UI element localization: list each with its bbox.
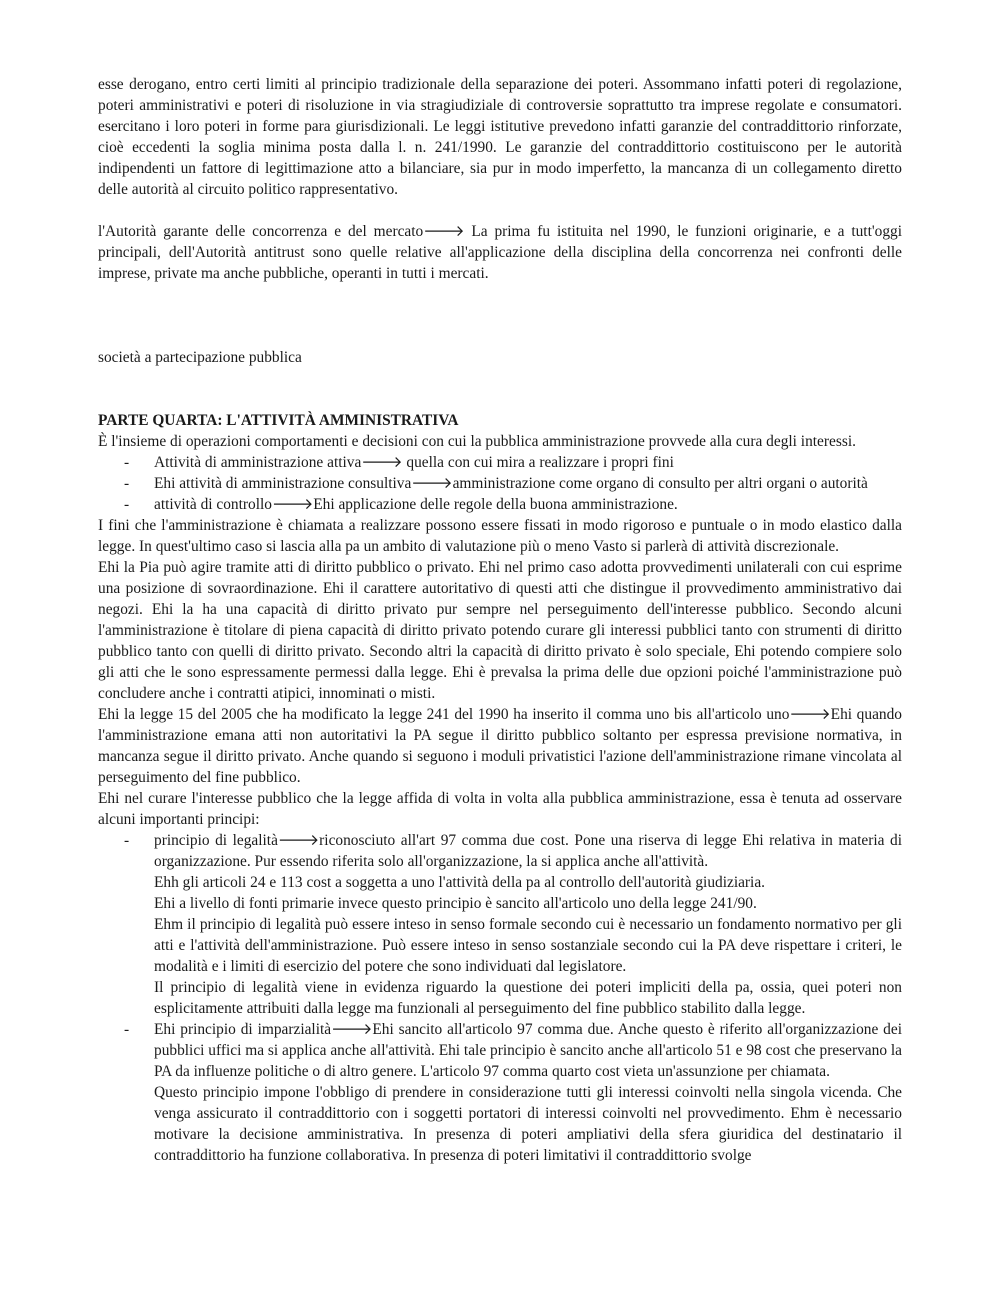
principi-list (98, 830, 902, 1166)
paragraph-autorita-garante: l'Autorità garante delle concorrenza e del mercato🡒 La prima fu istituita nel 1990, le funzioni originarie, e a tutt'oggi principali, dell'Autorità antitrust sono quelle relative all'applicazione della disciplina della concorrenza nei confronti delle imprese, private ma anche pubbliche, operanti in tutti i mercati. (98, 223, 902, 282)
list-item-imparzialita: - Ehi principio di imparzialità🡒Ehi sancito all'articolo 97 comma due. Anche questo è riferito all'organizzazione dei pubblici uffici ma si applica anche all'attività. Ehi tale principio è sancito anche all'articolo 51 e 98 cost che preservano la PA da influenze politiche o di altro genere. L'articolo 97 comma quarto cost vieta un'assunzione per chiamata. Questo principio impone l'obbligo di prendere in considerazione tutti gli interessi coinvolti nella singola vicenda. Che venga assicurato il contraddittorio con i soggetti portatori di interessi coinvolti nel provvedimento. Ehm è necessario motivare la decisione amministrativa. In presenza di poteri ampliativi della sfera giuridica del destinatario il contraddittorio ha funzione collaborativa. In presenza di poteri limitativi il contraddittorio svolge (98, 1019, 902, 1166)
paragraph-societa-partecipazione: società a partecipazione pubblica (98, 349, 302, 366)
paragraph-diritto-privato: Ehi la Pia può agire tramite atti di diritto pubblico o privato. Ehi nel primo caso adotta provvedimenti unilaterali con cui esprime una posizione di sovraordinazione. Ehi il carattere autoritativo di questi atti che distingue il provvedimento amministrativo dai negozi. Ehi la ha una capacità di diritto privato pur sempre nel perseguimento dell'interesse pubblico. Secondo alcuni l'amministrazione è titolare di piena capacità di diritto privato potendo curare gli interessi pubblici tanto con strumenti di diritto pubblico tanto con quelli di diritto privato. Secondo altri la capacità di diritto privato è solo speciale, Ehi potendo compiere solo gli atti che le sono espressamente permessi dalla legge. Ehi è prevalsa la prima delle due opzioni poiché l'amministrazione può concludere anche i contratti atipici, innominati o misti. (98, 559, 902, 702)
section-heading: PARTE QUARTA: L'ATTIVITÀ AMMINISTRATIVA (98, 412, 459, 429)
paragraph-legge-15-2005: Ehi la legge 15 del 2005 che ha modificato la legge 241 del 1990 ha inserito il comma uno bis all'articolo uno🡒Ehi quando l'amministrazione emana atti non autoritativi la PA segue il diritto pubblico soltanto per espressa previsione normativa, in mancanza segue il diritto privato. Anche quando si seguono i moduli privatistici l'azione dell'amministrazione rimane vincolata al perseguimento del fine pubblico. (98, 706, 902, 786)
list-item: - attività di controllo🡒Ehi applicazione delle regole della buona amministrazione. (98, 494, 902, 515)
paragraph-principi-intro: Ehi nel curare l'interesse pubblico che la legge affida di volta in volta alla pubblica amministrazione, essa è tenuta ad osservare alcuni importanti principi: (98, 790, 902, 828)
attivita-list (98, 452, 902, 515)
paragraph-fini: I fini che l'amministrazione è chiamata a realizzare possono essere fissati in modo rigoroso e puntuale o in modo elastico dalla legge. In quest'ultimo caso si lascia alla pa un ambito di valutazione più o meno Vasto si parlerà di attività discrezionale. (98, 517, 902, 555)
list-item-legalita: - principio di legalità🡒riconosciuto all'art 97 comma due cost. Pone una riserva di legge Ehi relativa in materia di organizzazione. Pur essendo riferita solo all'organizzazione, la si applica anche all'attività. Ehh gli articoli 24 e 113 cost a soggetta a uno l'attività della pa al controllo dell'autorità giudiziaria. Ehi a livello di fonti primarie invece questo principio è sancito all'articolo uno della legge 241/90. Ehm il principio di legalità può essere inteso in senso formale secondo cui è necessario un fondamento normativo per gli atti e l'attività dell'amministrazione. Può essere inteso in senso sostanziale secondo cui la PA deve rispettare i criteri, le modalità e i limiti di esercizio del potere che sono individuati dal legislatore. Il principio di legalità viene in evidenza riguardo la questione dei poteri impliciti della pa, ossia, quei poteri non esplicitamente attribuiti dalla legge ma funzionali al perseguimento del fine pubblico stabilito dalla legge. (98, 830, 902, 1019)
list-item: - Attività di amministrazione attiva🡒 quella con cui mira a realizzare i propri fini (98, 452, 902, 473)
paragraph-autorita-indipendenti: esse derogano, entro certi limiti al principio tradizionale della separazione dei poteri. Assommano infatti poteri di regolazione, poteri amministrativi e poteri di risoluzione in via stragiudiziale di controversie soprattutto tra imprese regolate e consumatori. esercitano i loro poteri in forme para giurisdizionali. Le leggi istitutive prevedono infatti garanzie del contraddittorio rinforzate, cioè eccedenti la soglia minima posta dalla l. n. 241/1990. Le garanzie del contraddittorio costituiscono per le autorità indipendenti un fattore di legittimazione atto a bilanciare, sia pur in modo imperfetto, la mancanza di un collegamento diretto delle autorità al circuito politico rappresentativo. (98, 76, 902, 198)
section-intro: È l'insieme di operazioni comportamenti e decisioni con cui la pubblica amministrazione provvede alla cura degli interessi. (98, 433, 856, 450)
document-page (98, 74, 902, 1166)
list-item: - Ehi attività di amministrazione consultiva🡒amministrazione come organo di consulto per altri organi o autorità (98, 473, 902, 494)
